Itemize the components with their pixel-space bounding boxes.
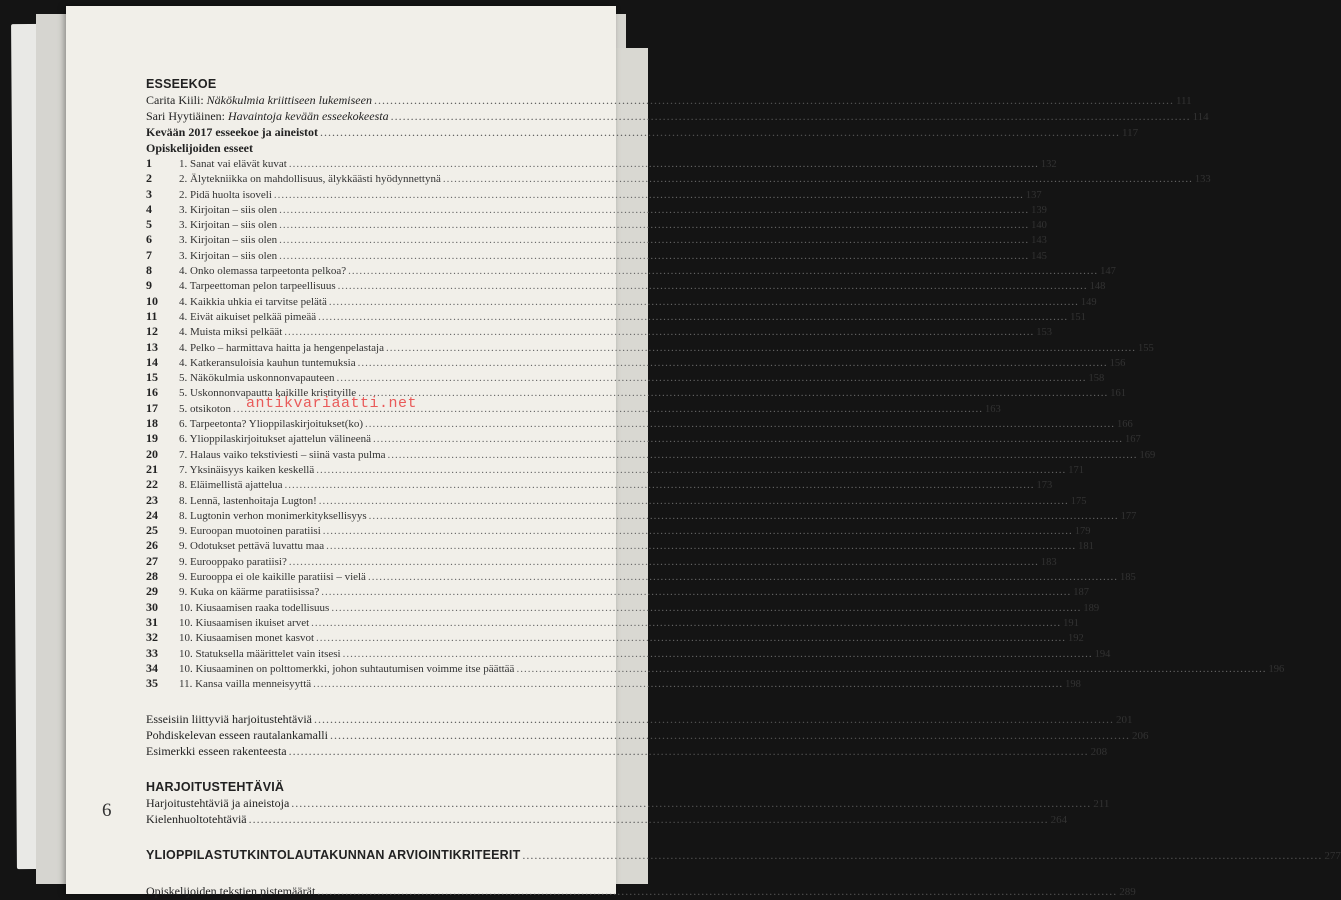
essay-number: 9 <box>146 278 152 293</box>
essay-title: 5. Uskonnonvapautta kaikille kristityille <box>179 387 357 400</box>
essay-row <box>146 569 1136 584</box>
essay-title: 7. Yksinäisyys kaiken keskellä <box>179 463 315 476</box>
leader-dots <box>326 539 1076 554</box>
essay-page: 145 <box>1031 250 1047 262</box>
essay-title: 2. Pidä huolta isoveli <box>179 188 272 201</box>
essay-number: 32 <box>146 630 158 645</box>
entry-title: Havaintoja kevään esseekokeesta <box>227 109 389 123</box>
essay-row <box>146 156 1057 171</box>
entry-title: Pohdiskelevan esseen rautalankamalli <box>146 728 328 743</box>
essay-page: 147 <box>1100 266 1116 278</box>
leader-dots <box>317 883 1117 899</box>
essay-number: 23 <box>146 492 158 507</box>
essay-row <box>146 431 1141 446</box>
essay-number: 29 <box>146 584 158 599</box>
essay-row <box>146 630 1084 645</box>
essay-number: 7 <box>146 247 152 262</box>
leader-dots <box>522 847 1322 863</box>
essay-page: 169 <box>1139 449 1156 461</box>
essay-page: 191 <box>1063 617 1079 629</box>
essay-page: 192 <box>1068 633 1084 645</box>
essay-page: 153 <box>1036 327 1053 339</box>
entry-title: Esseisiin liittyviä harjoitustehtäviä <box>146 712 312 727</box>
essay-number: 1 <box>146 156 152 170</box>
essay-row <box>146 645 1111 661</box>
essay-page: 181 <box>1078 541 1094 553</box>
essay-title: 10. Kiusaamisen monet kasvot <box>179 632 315 645</box>
essay-page: 187 <box>1073 587 1089 599</box>
leader-dots <box>343 647 1093 662</box>
essay-title: 8. Lugtonin verhon monimerkityksellisyys <box>179 509 367 522</box>
leader-dots <box>249 811 1049 827</box>
essay-title: 6. Tarpeetonta? Ylioppilaskirjoitukset(ko) <box>179 418 364 431</box>
leader-dots <box>313 677 1063 692</box>
leader-dots <box>291 795 1091 811</box>
essay-number: 6 <box>146 232 152 247</box>
essay-title: 9. Odotukset pettävä luvattu maa <box>179 540 325 553</box>
leader-dots <box>358 356 1108 371</box>
essay-page: 163 <box>984 403 1001 415</box>
entry-page: 111 <box>1175 95 1192 107</box>
leader-dots <box>318 310 1068 325</box>
essay-title: 9. Eurooppako paratiisi? <box>179 555 287 568</box>
entry-page: 208 <box>1090 746 1108 759</box>
entry-page: 206 <box>1131 730 1149 743</box>
essay-number: 27 <box>146 553 158 568</box>
essay-number: 16 <box>146 385 158 400</box>
toc-entry <box>146 743 1108 759</box>
essay-title: 4. Muista miksi pelkäät <box>179 326 283 339</box>
essay-title: 10. Kiusaamisen raaka todellisuus <box>179 601 330 614</box>
essay-number: 28 <box>146 569 158 584</box>
table-of-contents <box>146 76 1341 899</box>
essay-page: 189 <box>1083 602 1100 614</box>
section-title-arviointikriteerit: YLIOPPILASTUTKINTOLAUTAKUNNAN ARVIOINTIKRITEERIT ..... 277 <box>146 847 562 863</box>
entry-title: Näkökulmia kriittiseen lukemiseen <box>206 93 372 107</box>
essay-row <box>146 599 1100 615</box>
essay-number: 5 <box>146 217 152 232</box>
leader-dots <box>311 616 1061 631</box>
essay-row <box>146 324 1053 339</box>
essay-page: 151 <box>1070 311 1086 323</box>
leader-dots <box>348 264 1098 279</box>
leader-dots <box>374 92 1174 108</box>
essay-row <box>146 339 1154 355</box>
toc-entry <box>146 811 1068 827</box>
essay-row <box>146 217 1047 232</box>
essay-number: 22 <box>146 477 158 492</box>
essay-number: 10 <box>146 293 158 308</box>
essay-number: 21 <box>146 461 158 476</box>
essay-number: 12 <box>146 324 158 339</box>
toc-entry <box>146 124 1139 140</box>
essay-row <box>146 492 1087 508</box>
leader-dots <box>284 325 1034 340</box>
essay-row <box>146 507 1137 523</box>
entry-page: 264 <box>1050 814 1068 827</box>
essay-page: 156 <box>1109 357 1126 369</box>
entry-title: Kevään 2017 esseekoe ja aineistot <box>146 125 318 139</box>
leader-dots <box>279 233 1029 248</box>
leader-dots <box>316 463 1066 478</box>
section-title-harjoitustehtavia: HARJOITUSTEHTÄVIÄ <box>146 780 285 795</box>
essay-title: 9. Euroopan muotoinen paratiisi <box>179 525 321 538</box>
essay-page: 196 <box>1268 663 1285 675</box>
page-number: 6 <box>102 800 112 821</box>
essay-page: 143 <box>1031 235 1047 247</box>
essay-page: 132 <box>1040 159 1057 170</box>
essay-page: 133 <box>1194 174 1211 186</box>
essay-row <box>146 584 1089 599</box>
leader-dots <box>369 509 1119 524</box>
leader-dots <box>443 172 1193 187</box>
essay-page: 183 <box>1040 556 1057 568</box>
essay-number: 8 <box>146 263 152 278</box>
section-title-esseekoe: ESSEEKOE <box>146 77 217 91</box>
essay-title: 4. Onko olemassa tarpeetonta pelkoa? <box>179 265 347 278</box>
essay-title: 5. Näkökulmia uskonnonvapauteen <box>179 372 335 385</box>
essay-row <box>146 676 1081 691</box>
essay-title: 1. Sanat vai elävät kuvat <box>179 158 287 170</box>
essay-number: 4 <box>146 201 152 216</box>
essay-number: 20 <box>146 446 158 461</box>
leader-dots <box>279 249 1029 264</box>
essay-number: 25 <box>146 523 158 538</box>
essay-row <box>146 293 1097 309</box>
toc-entry <box>146 108 1209 124</box>
essay-number: 26 <box>146 538 158 553</box>
essay-title: 9. Kuka on käärme paratiisissa? <box>179 586 320 599</box>
leader-dots <box>391 108 1191 124</box>
toc-entry <box>146 795 1110 811</box>
leader-dots <box>373 432 1123 447</box>
entry-title: Opiskelijoiden tekstien pistemäärät <box>146 884 316 899</box>
essay-title: 3. Kirjoitan – siis olen <box>179 249 278 262</box>
essay-row <box>146 523 1091 538</box>
essay-row <box>146 614 1079 630</box>
leader-dots <box>516 662 1266 677</box>
entry-title: Harjoitustehtäviä ja aineistoja <box>146 796 290 811</box>
essay-page: 155 <box>1137 342 1154 354</box>
essay-row <box>146 416 1133 431</box>
essay-row <box>146 461 1084 477</box>
essay-row <box>146 477 1053 492</box>
essay-number: 15 <box>146 370 158 385</box>
essay-page: 148 <box>1089 281 1106 293</box>
essay-title: 4. Eivät aikuiset pelkää pimeää <box>179 310 317 323</box>
essay-row <box>146 278 1106 293</box>
essay-title: 2. Älytekniikka on mahdollisuus, älykkäästi hyödynnettynä <box>179 173 441 186</box>
essay-number: 13 <box>146 339 158 354</box>
essay-title: 5. otsikoton <box>179 402 231 415</box>
toc-entry <box>146 727 1149 743</box>
leader-dots <box>289 743 1089 759</box>
essay-row <box>146 232 1047 247</box>
essay-number: 2 <box>146 171 152 186</box>
essay-row <box>146 370 1105 385</box>
essay-row <box>146 308 1086 324</box>
essay-page: 194 <box>1094 648 1111 660</box>
leader-dots <box>319 494 1069 509</box>
leader-dots <box>358 386 1108 401</box>
leader-dots <box>289 555 1039 570</box>
toc-entry <box>146 883 1136 899</box>
essay-title: 3. Kirjoitan – siis olen <box>179 219 278 232</box>
essay-page: 139 <box>1031 204 1047 216</box>
essay-page: 137 <box>1025 189 1042 201</box>
essay-page: 171 <box>1068 464 1084 476</box>
leader-dots <box>320 124 1120 140</box>
essay-number: 33 <box>146 645 158 660</box>
leader-dots <box>331 601 1081 616</box>
essay-title: 4. Pelko – harmittava haitta ja hengenpelastaja <box>179 341 384 354</box>
essay-number: 17 <box>146 400 158 415</box>
entry-author: Carita Kiili: <box>146 93 207 107</box>
essay-page: 158 <box>1088 373 1105 385</box>
essay-title: 3. Kirjoitan – siis olen <box>179 234 278 247</box>
essay-page: 175 <box>1070 495 1087 507</box>
essay-title: 10. Statuksella määrittelet vain itsesi <box>179 647 341 660</box>
leader-dots <box>321 585 1071 600</box>
entry-title: Esimerkki esseen rakenteesta <box>146 744 287 759</box>
essay-row <box>146 446 1156 462</box>
essay-page: 173 <box>1036 480 1053 492</box>
leader-dots <box>279 203 1029 218</box>
toc-entry <box>146 92 1192 108</box>
essay-title: 4. Kaikkia uhkia ei tarvitse pelätä <box>179 295 327 308</box>
leader-dots <box>279 218 1029 233</box>
leader-dots <box>388 448 1138 463</box>
essay-row <box>146 201 1047 217</box>
essay-page: 166 <box>1117 419 1133 431</box>
essay-title: 8. Lennä, lastenhoitaja Lugton! <box>179 494 317 507</box>
essay-number: 34 <box>146 660 158 675</box>
essay-number: 3 <box>146 186 152 201</box>
leader-dots <box>368 570 1118 585</box>
essay-row <box>146 171 1211 186</box>
essay-page: 179 <box>1074 526 1091 538</box>
toc-entry <box>146 711 1133 727</box>
essay-title: 8. Eläimellistä ajattelua <box>179 479 283 492</box>
entry-page: 201 <box>1115 714 1133 727</box>
essay-row <box>146 354 1126 370</box>
essay-page: 149 <box>1080 296 1097 308</box>
essay-title: 3. Kirjoitan – siis olen <box>179 203 278 216</box>
essay-number: 11 <box>146 308 158 323</box>
essay-number: 14 <box>146 354 158 369</box>
leader-dots <box>337 371 1087 386</box>
essay-number: 31 <box>146 614 158 629</box>
leader-dots <box>285 478 1035 493</box>
essay-row <box>146 538 1094 553</box>
essay-title: 10. Kiusaaminen on polttomerkki, johon suhtautumisen voimme itse päättää <box>179 662 515 675</box>
essay-title: 10. Kiusaamisen ikuiset arvet <box>179 616 310 629</box>
leader-dots <box>329 295 1079 310</box>
essay-page: 167 <box>1125 434 1141 446</box>
entry-page: 211 <box>1093 798 1110 811</box>
entry-page: 289 <box>1119 886 1136 899</box>
entry-page: 117 <box>1121 127 1139 139</box>
essay-title: 11. Kansa vailla menneisyyttä <box>179 678 312 691</box>
essay-row <box>146 660 1285 676</box>
essay-page: 177 <box>1120 510 1137 522</box>
entry-page: 277 <box>1324 850 1341 863</box>
essay-number: 19 <box>146 431 158 446</box>
leader-dots <box>365 417 1115 432</box>
essay-number: 35 <box>146 676 158 691</box>
entry-page: 114 <box>1192 111 1209 123</box>
leader-dots <box>316 631 1066 646</box>
essay-title: 4. Tarpeettoman pelon tarpeellisuus <box>179 280 336 293</box>
essay-row <box>146 186 1042 202</box>
essay-title: 9. Eurooppa ei ole kaikille paratiisi – vielä <box>179 571 366 584</box>
essay-page: 161 <box>1110 388 1126 400</box>
essay-row <box>146 247 1047 263</box>
essay-number: 18 <box>146 416 158 431</box>
essay-title: 7. Halaus vaiko tekstiviesti – siinä vasta pulma <box>179 448 386 461</box>
leader-dots <box>386 341 1136 356</box>
entry-title: Kielenhuoltotehtäviä <box>146 812 247 827</box>
essay-number: 24 <box>146 507 158 522</box>
essay-number: 30 <box>146 599 158 614</box>
leader-dots <box>314 711 1114 727</box>
essay-page: 185 <box>1119 572 1136 584</box>
watermark-text: antikvariaatti.net <box>246 395 418 412</box>
essay-page: 140 <box>1031 220 1047 232</box>
essay-row <box>146 263 1116 278</box>
essay-title: 4. Katkeransuloisia kauhun tuntemuksia <box>179 356 356 369</box>
leader-dots <box>338 279 1088 294</box>
essay-row <box>146 553 1057 569</box>
leader-dots <box>323 524 1073 539</box>
essays-heading: Opiskelijoiden esseet <box>146 141 253 155</box>
entry-author: Sari Hyytiäinen: <box>146 109 228 123</box>
essay-page: 198 <box>1065 679 1081 691</box>
essay-list <box>146 156 1285 691</box>
essay-title: 6. Ylioppilaskirjoitukset ajattelun välineenä <box>179 433 372 446</box>
book-page <box>66 6 1341 899</box>
leader-dots <box>289 157 1039 172</box>
leader-dots <box>274 188 1024 203</box>
leader-dots <box>330 727 1130 743</box>
